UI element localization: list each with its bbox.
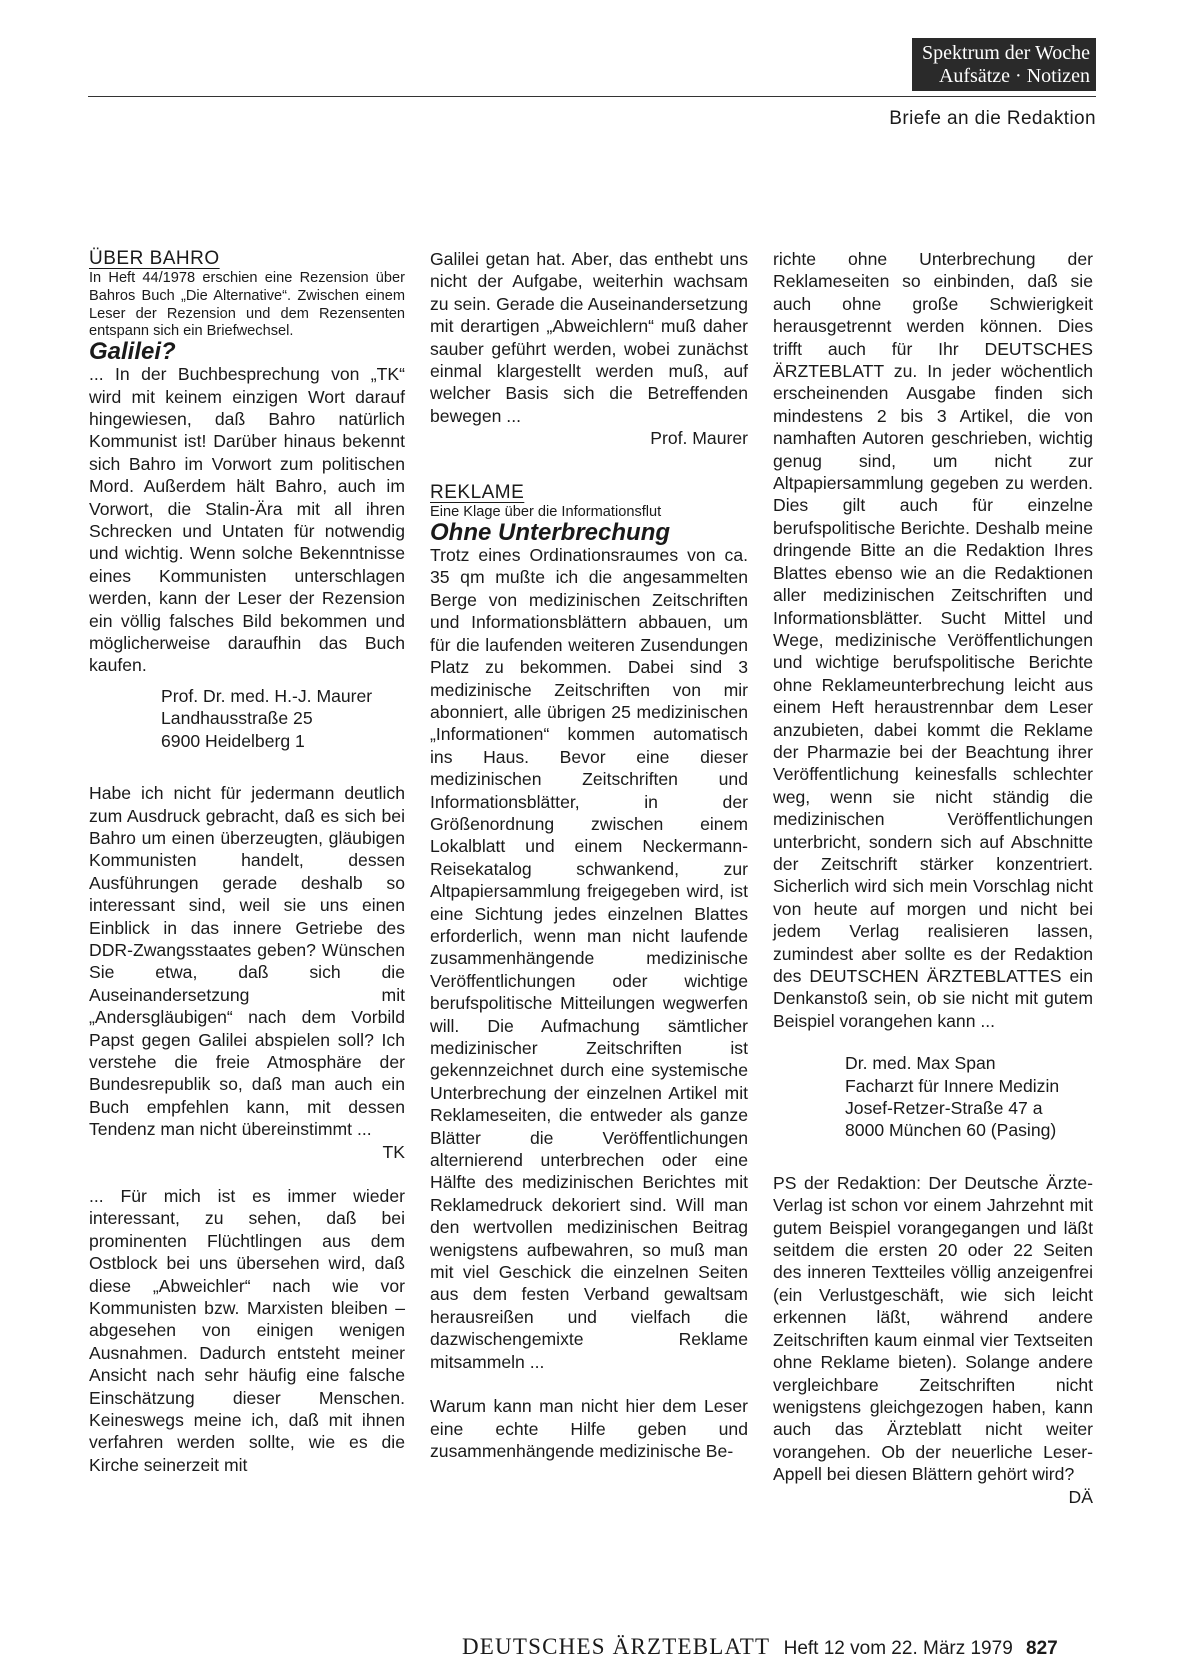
maurer-signature-row xyxy=(430,427,748,449)
column-1 xyxy=(89,248,405,1476)
signature-name: Dr. med. Max Span xyxy=(845,1053,996,1074)
section-badge xyxy=(912,38,1096,91)
reply-signature: TK xyxy=(382,1141,405,1162)
reklame-continuation: richte ohne Unterbrechung der Reklameseiten so einbinden, daß sie auch ohne große Schwierigkeit herausgetrennt werden können. Dies trifft auch für Ihr DEUTSCHES ÄRZTEBLATT zu. In jeder wöchentlich erscheinenden Ausgabe finden sich mindestens 2 bis 3 Artikel, die von namhaften Autoren geschrieben, wichtig genug sind, um nicht zur Altpapiersammlung gegeben zu werden. Dies gilt auch für einzelne berufspolitische Berichte. Deshalb meine dringende Bitte an die Redaktion Ihres Blattes ebenso wie an die Redaktionen aller medizinischen Zeitschriften und Informationsblätter. Sucht Mittel und Wege, medizinische Veröffentlichungen und wichtige berufspolitische Berichte ohne Reklameunterbrechung leicht aus einem Heft heraustrennbar dem Leser anzubieten, dabei kommt die Reklame der Pharmazie bei der Beachtung ihrer Veröffentlichung keinesfalls schlechter weg, wenn sie nicht ständig die medizinischen Veröffentlichungen unterbricht, sondern sich auf Abschnitte der Zeitschrift stärker konzentriert. Sicherlich wird sich mein Vorschlag nicht von heute auf morgen und nicht bei jedem Verlag realisieren lassen, zumindest aber sollte es der Redaktion des DEUTSCHEN ÄRZTEBLATTES ein Denkanstoß sein, ob sie nicht mit gutem Beispiel vorangehen kann ... xyxy=(773,249,1093,1031)
letter-paragraph: ... In der Buchbesprechung von „TK“ wird mit keinem einzigen Wort darauf hingewiesen, daß Bahro natürlich Kommunist ist! Darüber hinaus bekennt sich Bahro im Vorwort zum politischen Mord. Außerdem hält Bahro, auch im Vorwort, die Stalin-Ära mit all ihren Schrecken und Untaten für notwendig und wichtig. Wenn solche Bekenntnisse eines Kommunisten unterschlagen werden, kann der Leser der Rezension ein völlig falsches Bild bekommen und möglicherweise daraufhin das Buch kaufen. xyxy=(89,364,405,676)
letter-continuation: Galilei getan hat. Aber, das enthebt uns nicht der Aufgabe, weiterhin wachsam zu sein. Gerade die Auseinandersetzung mit derartigen „Abweichlern“ muß daher sauber geführt werden, wobei zunächst einmal klargestellt werden muß, auf welcher Basis sich die Betreffenden bewegen ... xyxy=(430,249,748,426)
page-footer xyxy=(462,1634,1058,1660)
issue-info: Heft 12 vom 22. März 1979 xyxy=(783,1638,1013,1659)
editor-signature-row xyxy=(773,1486,1093,1508)
reklame-paragraph-2: Warum kann man nicht hier dem Leser eine echte Hilfe geben und zusammenhängende medizinische Be- xyxy=(430,1396,748,1461)
signature-maurer xyxy=(89,685,405,752)
reply-signature-row xyxy=(89,1141,405,1163)
topic-heading-reklame: REKLAME xyxy=(430,481,525,503)
intro-bahro: In Heft 44/1978 erschien eine Rezension über Bahros Buch „Die Alternative“. Zwischen einem Leser der Rezension und dem Rezensenten entspann sich ein Briefwechsel. xyxy=(89,270,405,340)
header-rule xyxy=(88,96,1096,97)
topic-heading-bahro: ÜBER BAHRO xyxy=(89,248,220,269)
signature-street: Josef-Retzer-Straße 47 a xyxy=(845,1098,1043,1119)
signature-name: Prof. Dr. med. H.-J. Maurer xyxy=(161,685,373,706)
headline-galilei: Galilei? xyxy=(89,337,176,365)
signature-street: Landhausstraße 25 xyxy=(161,708,313,729)
headline-ohne-unterbrechung: Ohne Unterbrechung xyxy=(430,518,671,546)
column-3 xyxy=(773,248,1093,1508)
editor-note: PS der Redaktion: Der Deutsche Ärzte-Verlag ist schon vor einem Jahrzehnt mit gutem Beispiel vorangegangen und läßt seitdem die ersten 20 oder 22 Seiten des inneren Textteiles völlig anzeigenfrei (ein Verlustgeschäft, wie sich leicht erkennen läßt, während andere Zeitschriften kaum einmal vier Textseiten ohne Reklame bieten). Solange andere vergleichbare Zeitschriften nicht wenigstens gleichgezogen haben, kann auch das Ärzteblatt nicht weiter vorangehen. Ob der neuerliche Leser-Appell bei diesen Blättern gehört wird? xyxy=(773,1172,1093,1485)
editor-signature: DÄ xyxy=(1068,1486,1093,1507)
badge-line-1: Spektrum der Woche xyxy=(922,42,1090,64)
reklame-paragraph: Trotz eines Ordinationsraumes von ca. 35 qm mußte ich die angesammelten Berge von medizinischen Zeitschriften und Informationsblättern abbauen, um für die laufenden weiteren Zusendungen Platz zu bekommen. Dabei sind 3 medizinische Zeitschriften von mir abonniert, alle übrigen 25 medizinischen „Informationen“ kommen automatisch ins Haus. Bevor eine dieser medizinischen Zeitschriften und Informationsblätter, in der Größenordnung zwischen einem Lokalblatt und einem Neckermann-Reisekatalog schwankend, zur Altpapiersammlung freigegeben wird, ist eine Sichtung jedes einzelnen Blattes erforderlich, wenn man nicht laufende zusammenhängende medizinische Veröffentlichungen oder wichtige berufspolitische Mitteilungen wegwerfen will. Die Aufmachung sämtlicher medizinischer Zeitschriften ist gekennzeichnet durch eine systemische Unterbrechung der einzelnen Artikel mit Reklameseiten, die entweder als ganze Blätter die Veröffentlichungen alternierend unterbrechen oder eine Hälfte des medizinischen Berichtes mit Reklamedruck dekoriert sind. Will man den wertvollen medizinischen Beitrag wenigstens aufbewahren, so muß man mit viel Geschick die einzelnen Seiten aus dem festen Verband gewaltsam herausreißen und vielfach die dazwischengemixte Reklame mitsammeln ... xyxy=(430,545,748,1372)
signature-title: Facharzt für Innere Medizin xyxy=(845,1075,1060,1096)
letter-paragraph-2: ... Für mich ist es immer wieder interessant, zu sehen, daß bei prominenten Flüchtlingen aus dem Ostblock bei uns übersehen wird, daß diese „Abweichler“ nach wie vor Kommunisten bzw. Marxisten bleiben – abgesehen von einigen wenigen Ausnahmen. Dadurch entsteht meiner Ansicht nach sehr häufig eine falsche Einschätzung dieser Menschen. Keineswegs meine ich, daß mit ihnen verfahren werden sollte, wie es die Kirche seinerzeit mit xyxy=(89,1186,405,1475)
page-number: 827 xyxy=(1026,1638,1058,1659)
section-title: Briefe an die Redaktion xyxy=(889,108,1096,129)
maurer-signature: Prof. Maurer xyxy=(650,428,748,449)
badge-line-2: Aufsätze · Notizen xyxy=(938,65,1090,87)
signature-span xyxy=(773,1052,1093,1142)
intro-reklame: Eine Klage über die Informationsflut xyxy=(430,504,662,521)
column-2 xyxy=(430,248,748,1462)
signature-city: 8000 München 60 (Pasing) xyxy=(845,1120,1057,1141)
masthead: DEUTSCHES ÄRZTEBLATT xyxy=(462,1634,771,1659)
reply-paragraph: Habe ich nicht für jedermann deutlich zum Ausdruck gebracht, daß es sich bei Bahro um einen überzeugten, gläubigen Kommunisten handelt, dessen Ausführungen gerade deshalb so interessant sind, weil sie uns einen Einblick in das innere Getriebe des DDR-Zwangsstaates geben? Wünschen Sie etwa, daß sich die Auseinandersetzung mit „Andersgläubigen“ nach dem Vorbild Papst gegen Galilei abspielen soll? Ich verstehe die freie Atmosphäre der Bundesrepublik so, daß man auch ein Buch empfehlen kann, mit dessen Tendenz man nicht übereinstimmt ... xyxy=(89,783,405,1140)
signature-city: 6900 Heidelberg 1 xyxy=(161,730,305,751)
